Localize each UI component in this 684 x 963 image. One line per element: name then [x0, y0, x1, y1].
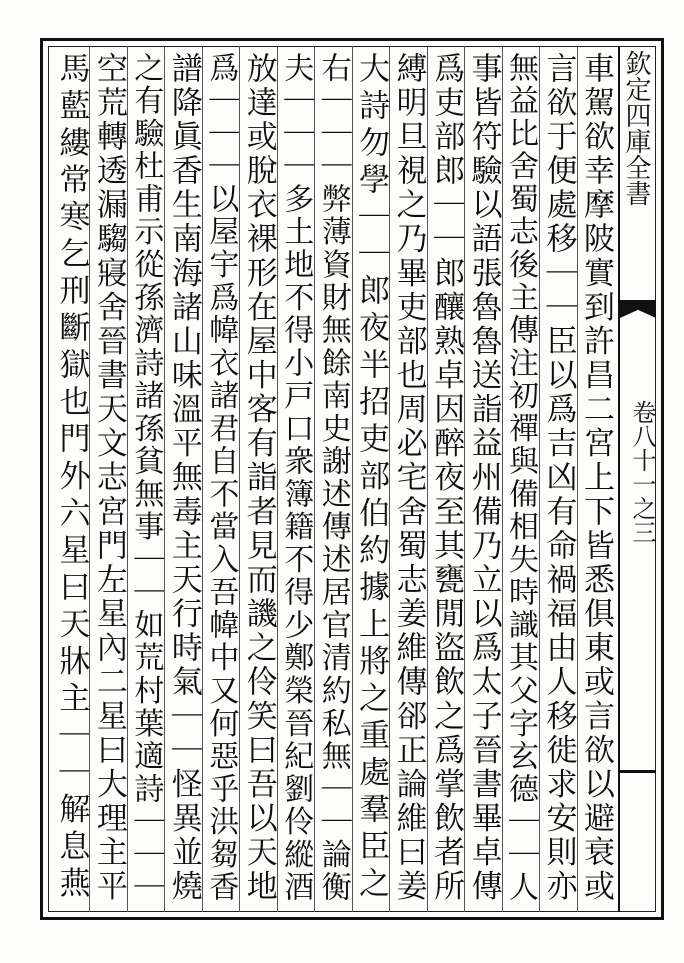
column-rule	[164, 46, 165, 912]
text-column-10: 放達或脫衣裸形在屋中客有詣者見而譏之伶笑曰吾以天地	[240, 52, 277, 904]
book-title: 欽定四庫全書	[621, 50, 651, 206]
text-column-2: 言欲于便處移｜｜臣以爲吉凶有命禍福由人移徙求安則亦	[540, 52, 577, 904]
text-column-11: 爲｜｜｜以屋宇爲幃衣諸君自不當入吾幃中又何惡乎洪芻香	[203, 52, 239, 904]
column-rule	[389, 46, 390, 912]
column-rule	[127, 46, 128, 912]
column-rule	[277, 46, 278, 912]
strip-divider	[620, 770, 656, 773]
text-column-12: 譜降眞香生南海諸山味溫平無毒主天行時氣｜｜怪異並燒	[165, 52, 202, 904]
column-rule	[464, 46, 465, 912]
column-rule	[239, 46, 240, 912]
column-rule	[352, 46, 353, 912]
column-rule	[314, 46, 315, 912]
text-column-15: 馬藍縷常寒乞刑斷獄也門外六星曰天牀主｜｜解息燕	[53, 52, 90, 904]
text-column-1: 車駕欲幸摩陂實到許昌二宮上下皆悉俱東或言欲以避衰或	[577, 52, 614, 904]
text-column-13: 之有驗杜甫示從孫濟詩諸孫貧無事｜｜如荒村葉適詩｜｜｜	[128, 52, 164, 904]
column-rule	[89, 46, 90, 912]
text-column-4: 事皆符驗以語張魯魯送詣益州備乃立以爲太子晉書畢卓傳	[465, 52, 502, 904]
text-column-7: 大詩勿學｜｜郎夜半招吏部伯約據上將之重處羣臣之	[353, 52, 390, 904]
text-column-8: 右｜｜｜弊薄資財無餘南史謝述傳述居官清約私無｜｜論衡	[315, 52, 351, 904]
text-column-5: 爲吏部郎｜｜郎釀熟卓因醉夜至其甕閒盜飲之爲掌飲者所	[428, 52, 465, 904]
column-rule	[539, 46, 540, 912]
text-column-14: 空荒轉透漏騶寢舍晉書天文志宮門左星內二星曰大理主平	[90, 52, 127, 904]
text-column-6: 縛明旦視之乃畢吏部也周必宅舍蜀志姜維傳郤正論維曰姜	[390, 52, 427, 904]
column-rule	[202, 46, 203, 912]
column-rule	[577, 46, 578, 912]
column-rule	[502, 46, 503, 912]
text-column-9: 夫｜｜｜多土地不得小戸口衆簿籍不得少鄭榮晉紀劉伶縱酒	[278, 52, 314, 904]
volume-label: 卷八十一之三	[628, 400, 656, 544]
column-rule	[427, 46, 428, 912]
text-column-3: 無益比舍蜀志後主傳注初禪與備相失時識其父字玄德｜｜人	[503, 52, 539, 904]
